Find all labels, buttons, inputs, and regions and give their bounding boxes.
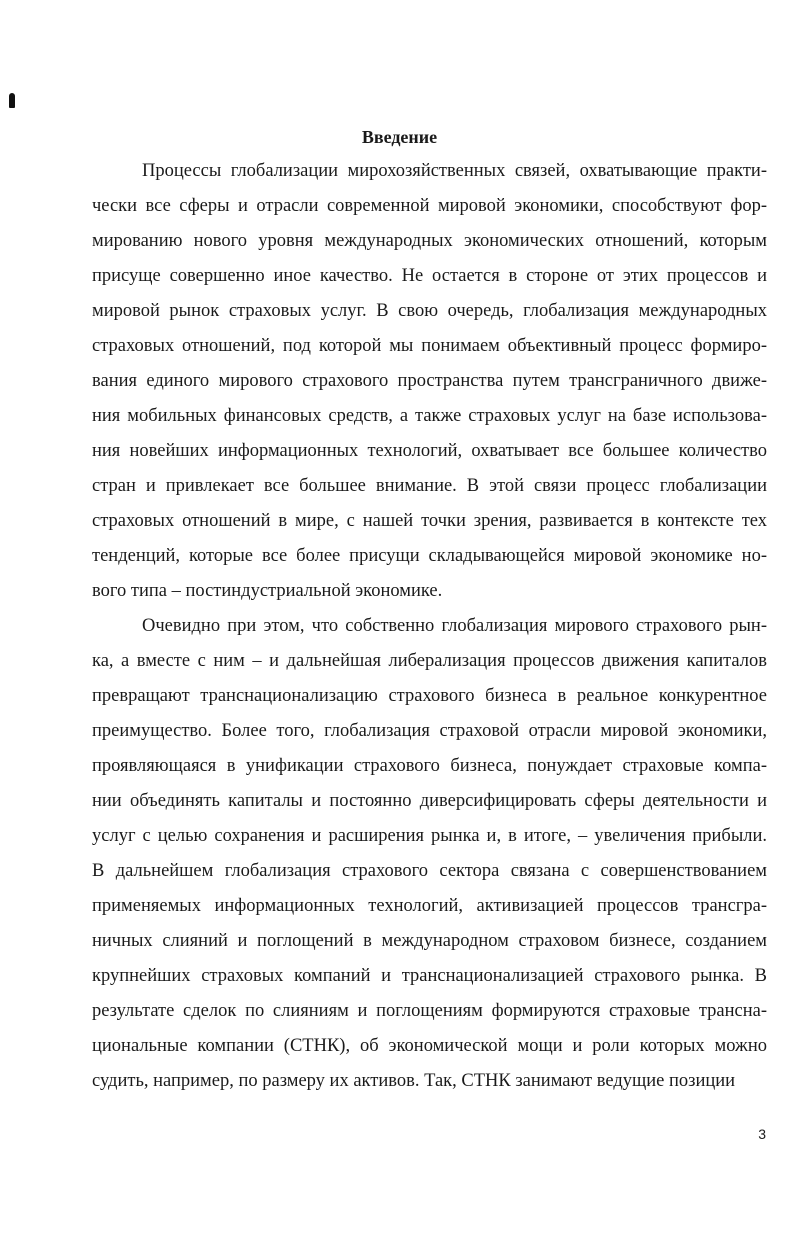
text-line: ния новейших информационных технологий, охватывает все большее количество xyxy=(92,441,767,461)
text-line: страховых отношений в мире, с нашей точки зрения, развивается в контексте тех xyxy=(92,511,767,531)
text-line: ничных слияний и поглощений в международном страховом бизнесе, созданием xyxy=(92,931,767,951)
page-number: 3 xyxy=(758,1126,766,1142)
text-line: В дальнейшем глобализация страхового сектора связана с совершенствованием xyxy=(92,861,767,881)
text-line: чески все сферы и отрасли современной мировой экономики, способствуют фор- xyxy=(92,196,767,216)
text-line: нии объединять капиталы и постоянно диверсифицировать сферы деятельности и xyxy=(92,791,767,811)
text-line: судить, например, по размеру их активов. Так, СТНК занимают ведущие позиции xyxy=(92,1071,736,1091)
scan-artifact-mark xyxy=(9,93,15,108)
text-line: вания единого мирового страхового пространства путем трансграничного движе- xyxy=(92,371,767,391)
text-line: проявляющаяся в унификации страхового бизнеса, понуждает страховые компа- xyxy=(92,756,767,776)
text-line: результате сделок по слияниям и поглощениям формируются страховые трансна- xyxy=(92,1001,767,1021)
text-line: ния мобильных финансовых средств, а также страховых услуг на базе использова- xyxy=(92,406,767,426)
text-line: превращают транснационализацию страхового бизнеса в реальное конкурентное xyxy=(92,686,767,706)
text-line: крупнейших страховых компаний и транснационализацией страхового рынка. В xyxy=(92,966,767,986)
text-line: вого типа – постиндустриальной экономике. xyxy=(92,581,443,601)
section-title: Введение xyxy=(361,127,438,147)
text-line: услуг с целью сохранения и расширения рынка и, в итоге, – увеличения прибыли. xyxy=(92,826,767,846)
paragraph-1 xyxy=(92,154,767,609)
text-line: мировой рынок страховых услуг. В свою очередь, глобализация международных xyxy=(92,301,767,321)
text-line: Очевидно при этом, что собственно глобализация мирового страхового рын- xyxy=(142,616,767,636)
text-line: мированию нового уровня международных экономических отношений, которым xyxy=(92,231,767,251)
text-line: стран и привлекает все большее внимание. В этой связи процесс глобализации xyxy=(92,476,767,496)
text-line: тенденций, которые все более присущи складывающейся мировой экономике но- xyxy=(92,546,767,566)
text-line: страховых отношений, под которой мы понимаем объективный процесс формиро- xyxy=(92,336,767,356)
text-line: применяемых информационных технологий, активизацией процессов трансгра- xyxy=(92,896,767,916)
text-line: присуще совершенно иное качество. Не остается в стороне от этих процессов и xyxy=(92,266,767,286)
text-line: преимущество. Более того, глобализация страховой отрасли мировой экономики, xyxy=(92,721,767,741)
text-line: Процессы глобализации мирохозяйственных связей, охватывающие практи- xyxy=(142,161,767,181)
paragraph-2 xyxy=(92,609,767,1099)
text-line: циональные компании (СТНК), об экономической мощи и роли которых можно xyxy=(92,1036,767,1056)
text-line: ка, а вместе с ним – и дальнейшая либерализация процессов движения капиталов xyxy=(92,651,767,671)
